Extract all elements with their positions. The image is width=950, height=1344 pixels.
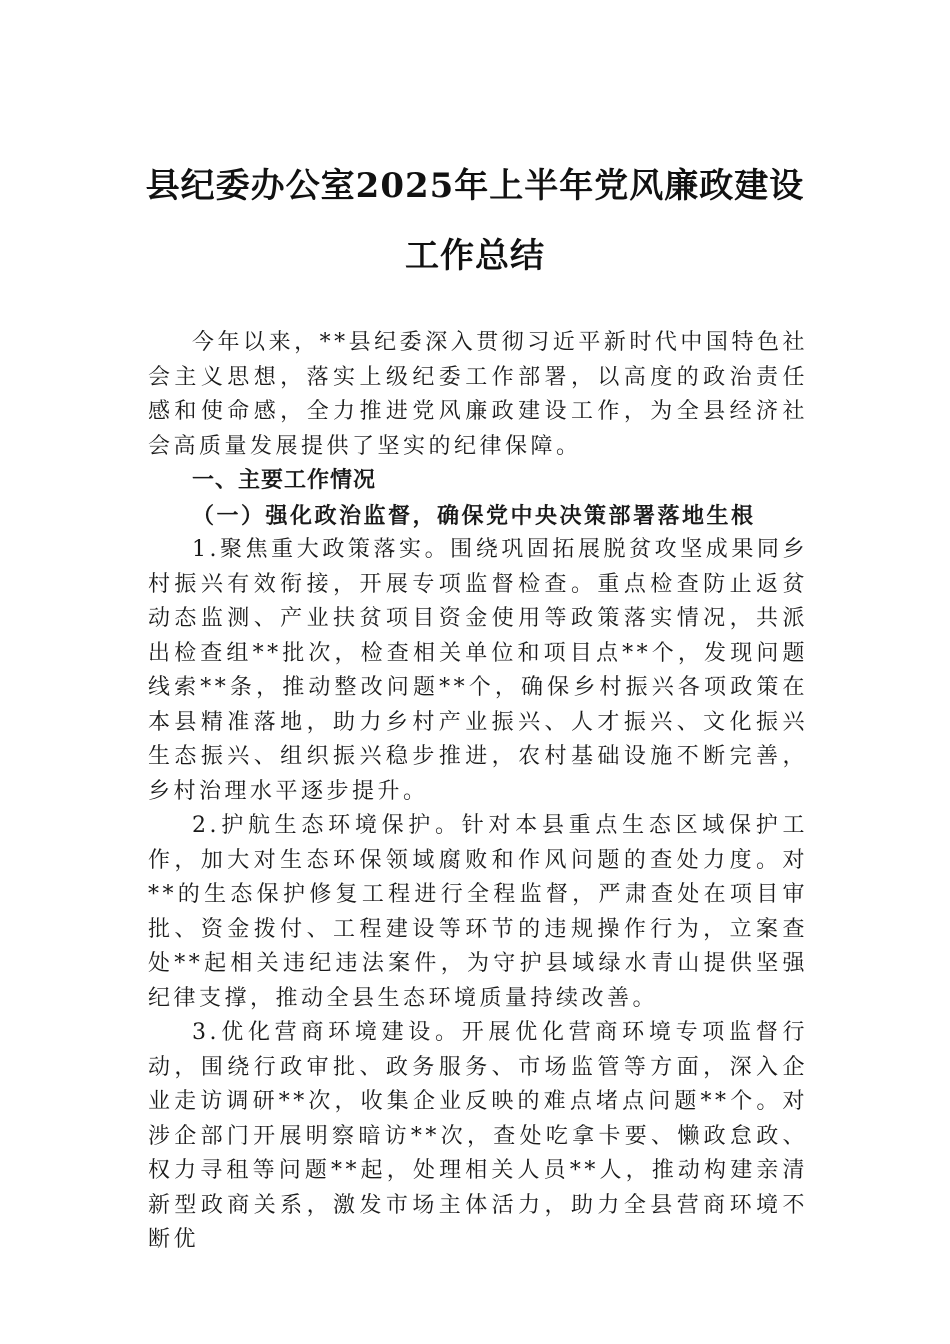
document-body: [148, 326, 808, 1258]
intro-paragraph: 今年以来，**县纪委深入贯彻习近平新时代中国特色社会主义思想，落实上级纪委工作部署，以高度的政治责任感和使命感，全力推进党风廉政建设工作，为全县经济社会高质量发展提供了坚实的纪律保障。: [148, 330, 808, 459]
document-title-line-1: 县纪委办公室2025年上半年党风廉政建设: [145, 166, 805, 206]
item-paragraph-1: 1.聚焦重大政策落实。围绕巩固拓展脱贫攻坚成果同乡村振兴有效衔接，开展专项监督检查。重点检查防止返贫动态监测、产业扶贫项目资金使用等政策落实情况，共派出检查组**批次，检查相关单位和项目点**个，发现问题线索**条，推动整改问题**个，确保乡村振兴各项政策在本县精准落地，助力乡村产业振兴、人才振兴、文化振兴生态振兴、组织振兴稳步推进，农村基础设施不断完善，乡村治理水平逐步提升。: [148, 537, 808, 804]
subsection-heading-political-supervision: （一）强化政治监督，确保党中央决策部署落地生根: [192, 502, 756, 529]
section-heading-main-work: 一、主要工作情况: [192, 468, 377, 493]
item-paragraph-2: 2.护航生态环境保护。针对本县重点生态区域保护工作，加大对生态环保领域腐败和作风问题的查处力度。对**的生态保护修复工程进行全程监督，严肃查处在项目审批、资金拨付、工程建设等环节的违规操作行为，立案查处**起相关违纪违法案件，为守护县域绿水青山提供坚强纪律支撑，推动全县生态环境质量持续改善。: [148, 813, 808, 1011]
document-title-line-2: 工作总结: [405, 236, 545, 276]
item-paragraph-3: 3.优化营商环境建设。开展优化营商环境专项监督行动，围绕行政审批、政务服务、市场监管等方面，深入企业走访调研**次，收集企业反映的难点堵点问题**个。对涉企部门开展明察暗访**次，查处吃拿卡要、懒政怠政、权力寻租等问题**起，处理相关人员**人，推动构建亲清新型政商关系，激发市场主体活力，助力全县营商环境不断优: [148, 1020, 808, 1252]
